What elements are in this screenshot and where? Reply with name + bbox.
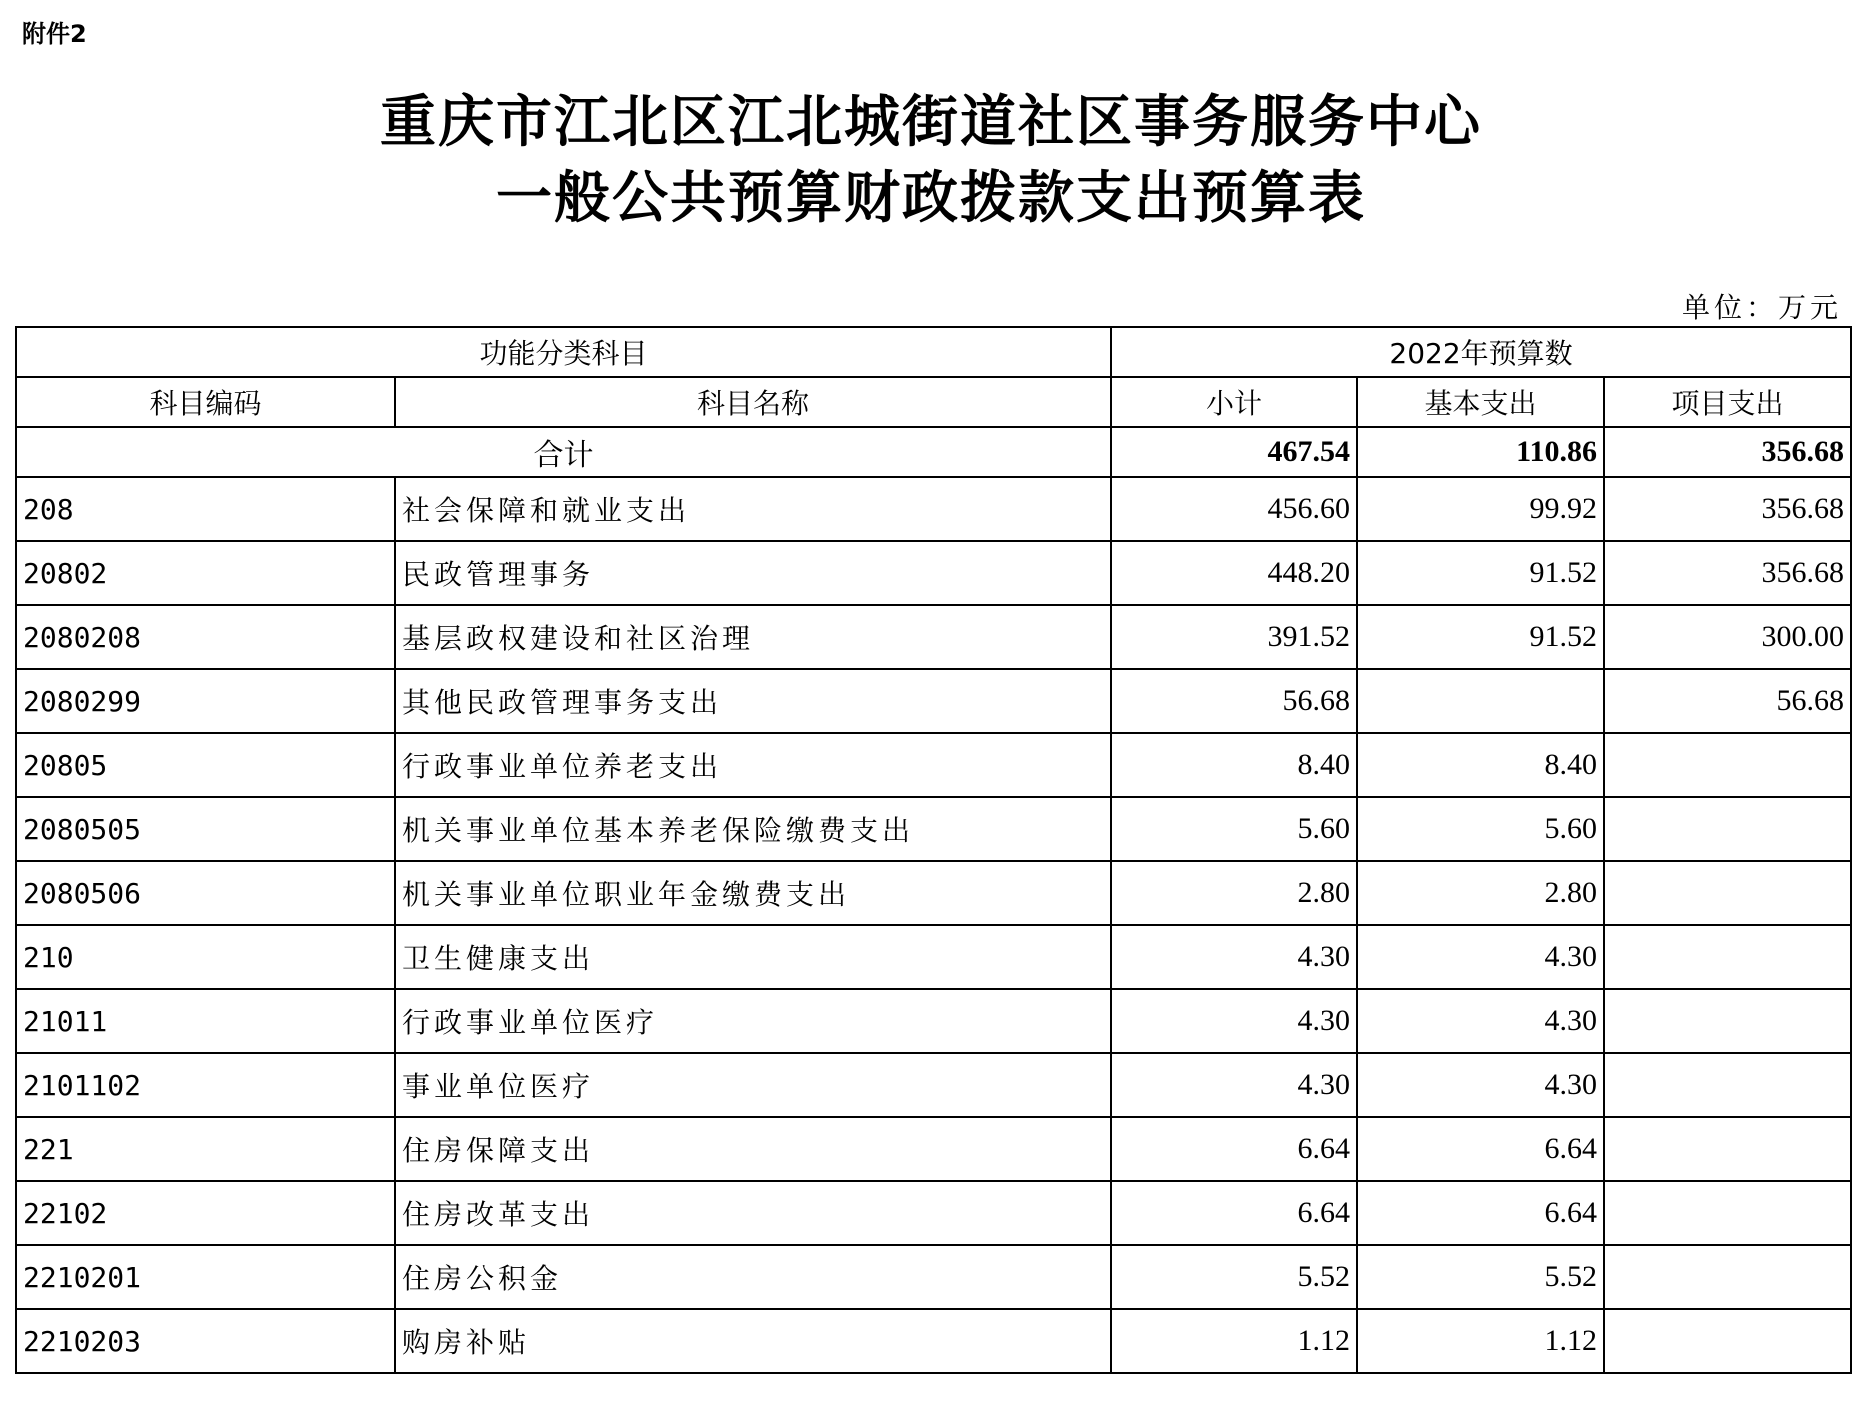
cell-subtotal: 5.60 [1111,797,1357,861]
cell-basic: 4.30 [1357,1053,1604,1117]
cell-project [1604,1181,1851,1245]
column-header-row [16,377,1851,427]
total-label: 合计 [16,427,1111,477]
header-budget-year: 2022年预算数 [1111,327,1851,377]
cell-name: 民政管理事务 [395,541,1111,605]
page-title-line2: 一般公共预算财政拨款支出预算表 [496,165,1366,231]
cell-basic: 2.80 [1357,861,1604,925]
cell-project [1604,1245,1851,1309]
cell-project [1604,1117,1851,1181]
cell-project [1604,925,1851,989]
cell-code: 20805 [16,733,395,797]
cell-basic: 5.52 [1357,1245,1604,1309]
cell-code: 22102 [16,1181,395,1245]
cell-project [1604,733,1851,797]
cell-basic [1357,669,1604,733]
cell-basic: 6.64 [1357,1117,1604,1181]
header-subtotal: 小计 [1111,377,1357,427]
cell-subtotal: 391.52 [1111,605,1357,669]
cell-name: 卫生健康支出 [395,925,1111,989]
cell-code: 221 [16,1117,395,1181]
header-project: 项目支出 [1604,377,1851,427]
cell-subtotal: 4.30 [1111,1053,1357,1117]
cell-name: 住房公积金 [395,1245,1111,1309]
cell-project: 356.68 [1604,477,1851,541]
table-row [16,669,1851,733]
page-title-line1: 重庆市江北区江北城街道社区事务服务中心 [380,89,1482,155]
cell-project: 356.68 [1604,541,1851,605]
cell-code: 2080505 [16,797,395,861]
cell-name: 基层政权建设和社区治理 [395,605,1111,669]
cell-name: 购房补贴 [395,1309,1111,1373]
header-basic: 基本支出 [1357,377,1604,427]
header-name: 科目名称 [395,377,1111,427]
unit-label: 单位：万元 [1681,291,1842,324]
table-row [16,1053,1851,1117]
cell-code: 2080208 [16,605,395,669]
budget-table [15,326,1852,1374]
total-subtotal: 467.54 [1111,427,1357,477]
cell-subtotal: 4.30 [1111,989,1357,1053]
cell-subtotal: 2.80 [1111,861,1357,925]
cell-project [1604,1053,1851,1117]
cell-basic: 4.30 [1357,989,1604,1053]
table-row [16,925,1851,989]
header-code: 科目编码 [16,377,395,427]
cell-project [1604,861,1851,925]
cell-basic: 91.52 [1357,541,1604,605]
cell-code: 2101102 [16,1053,395,1117]
table-row [16,797,1851,861]
cell-subtotal: 5.52 [1111,1245,1357,1309]
cell-project [1604,1309,1851,1373]
cell-subtotal: 1.12 [1111,1309,1357,1373]
cell-project: 300.00 [1604,605,1851,669]
cell-subtotal: 448.20 [1111,541,1357,605]
header-classification: 功能分类科目 [16,327,1111,377]
cell-name: 其他民政管理事务支出 [395,669,1111,733]
total-basic: 110.86 [1357,427,1604,477]
cell-project: 56.68 [1604,669,1851,733]
table-row [16,605,1851,669]
cell-name: 事业单位医疗 [395,1053,1111,1117]
cell-code: 2210201 [16,1245,395,1309]
cell-code: 21011 [16,989,395,1053]
attachment-label: 附件2 [22,20,87,48]
cell-basic: 5.60 [1357,797,1604,861]
cell-basic: 1.12 [1357,1309,1604,1373]
cell-name: 机关事业单位职业年金缴费支出 [395,861,1111,925]
cell-basic: 8.40 [1357,733,1604,797]
cell-subtotal: 8.40 [1111,733,1357,797]
cell-code: 2210203 [16,1309,395,1373]
table-row [16,1309,1851,1373]
cell-basic: 6.64 [1357,1181,1604,1245]
table-row [16,989,1851,1053]
total-project: 356.68 [1604,427,1851,477]
cell-name: 住房改革支出 [395,1181,1111,1245]
cell-subtotal: 6.64 [1111,1117,1357,1181]
table-row [16,477,1851,541]
cell-subtotal: 456.60 [1111,477,1357,541]
total-row [16,427,1851,477]
table-row [16,1117,1851,1181]
cell-code: 210 [16,925,395,989]
cell-basic: 91.52 [1357,605,1604,669]
table-row [16,1181,1851,1245]
cell-code: 2080506 [16,861,395,925]
cell-subtotal: 56.68 [1111,669,1357,733]
group-header-row [16,327,1851,377]
cell-subtotal: 6.64 [1111,1181,1357,1245]
cell-code: 208 [16,477,395,541]
table-row [16,1245,1851,1309]
cell-name: 住房保障支出 [395,1117,1111,1181]
cell-code: 20802 [16,541,395,605]
cell-name: 行政事业单位医疗 [395,989,1111,1053]
cell-name: 机关事业单位基本养老保险缴费支出 [395,797,1111,861]
cell-subtotal: 4.30 [1111,925,1357,989]
cell-name: 行政事业单位养老支出 [395,733,1111,797]
cell-name: 社会保障和就业支出 [395,477,1111,541]
table-row [16,541,1851,605]
cell-project [1604,797,1851,861]
table-row [16,861,1851,925]
cell-basic: 4.30 [1357,925,1604,989]
cell-code: 2080299 [16,669,395,733]
table-row [16,733,1851,797]
cell-project [1604,989,1851,1053]
cell-basic: 99.92 [1357,477,1604,541]
